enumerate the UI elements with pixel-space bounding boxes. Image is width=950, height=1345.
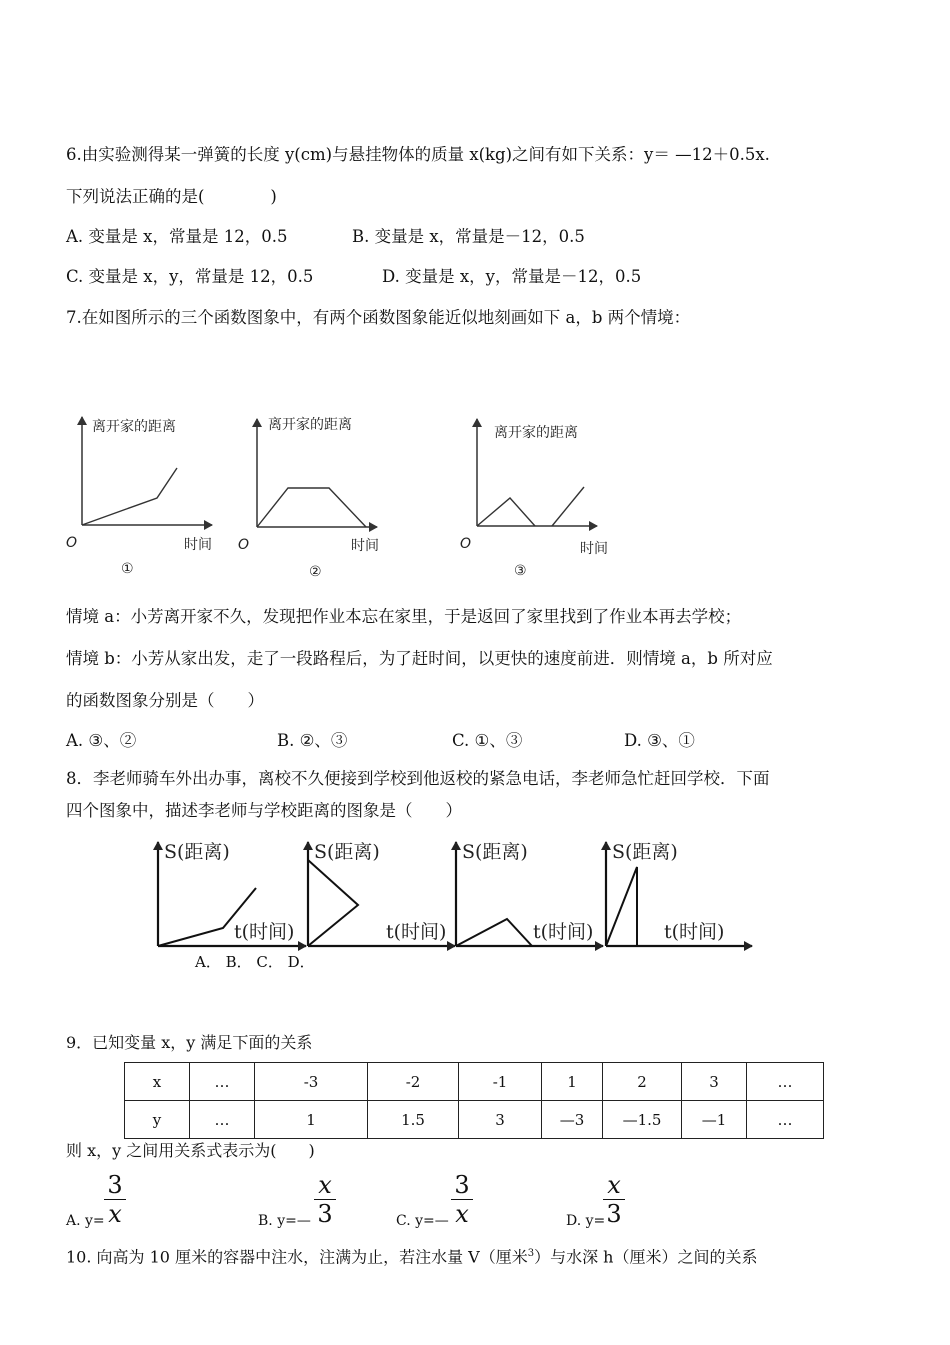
q6-option-b: B. 变量是 x，常量是－12，0.5 [352,227,585,246]
table-cell: —1.5 [603,1101,682,1139]
q9-option-d-fraction [603,1173,625,1226]
q7-graph-3-curve-1 [477,498,535,526]
q7-graph-1-xlabel: 时间 [184,537,212,553]
q7-graph-2-number: ② [309,564,322,580]
q9-option-c-numerator: 3 [454,1171,470,1199]
table-cell: 3 [682,1063,747,1101]
table-cell: -2 [368,1063,459,1101]
q6-option-c: C. 变量是 x，y，常量是 12，0.5 [66,267,314,286]
table-cell: -3 [255,1063,368,1101]
q7-graph-1-origin: O [66,535,78,551]
table-row [125,1063,824,1101]
table-cell: -1 [459,1063,542,1101]
q8-graphs [0,830,950,980]
table-cell: 3 [459,1101,542,1139]
table-cell: 2 [603,1063,682,1101]
q8-graph-b-ylabel: S(距离) [314,841,380,863]
q7-graph-2-curve [257,488,366,527]
q7-graph-1-curve [82,468,177,525]
q7-graph-3 [460,419,608,579]
q7-graph-3-origin: O [460,536,472,552]
q7-option-b: B. ②、③ [277,731,348,750]
q9-option-b-numerator: x [318,1171,332,1199]
table-cell: … [190,1101,255,1139]
q9-option-d-denominator: 3 [606,1200,622,1228]
table-cell: —3 [542,1101,603,1139]
q9-option-b-prefix: B. y=— [258,1213,311,1229]
q7-graph-2-ylabel: 离开家的距离 [268,417,352,433]
q8-graph-c-curve [456,919,532,946]
q9-option-c-fraction [451,1173,473,1226]
q8-graph-b [308,841,455,946]
q7-graph-3-curve-2 [552,487,584,526]
q6-option-a: A. 变量是 x，常量是 12，0.5 [66,227,288,246]
q7-graph-1 [66,417,212,577]
table-cell: 1 [542,1063,603,1101]
q7-option-d: D. ③、① [624,731,695,750]
q8-graph-c-xlabel: t(时间) [533,921,594,943]
q7-scenario-b-line1: 情境 b：小芳从家出发，走了一段路程后，为了赶时间，以更快的速度前进．则情境 a，b 所对应 [66,649,773,668]
q9-option-b-denominator: 3 [317,1200,333,1228]
q8-graph-b-curve [308,860,358,946]
q7-graph-2-origin: O [238,537,250,553]
table-cell: —1 [682,1101,747,1139]
q10-text-part2: ）与水深 h（厘米）之间的关系 [534,1247,758,1267]
q8-graph-c-ylabel: S(距离) [462,841,528,863]
table-cell: 1.5 [368,1101,459,1139]
q8-graph-a [158,841,306,946]
q6-option-d: D. 变量是 x，y，常量是－12，0.5 [382,267,642,286]
q7-option-a: A. ③、② [66,731,137,750]
table-cell: … [747,1101,824,1139]
q9-option-b-fraction [314,1173,336,1226]
q10-stem [66,1243,758,1268]
q7-graphs [0,405,950,605]
q7-graph-3-ylabel: 离开家的距离 [494,425,578,441]
table-cell: x [125,1063,190,1101]
q7-option-c: C. ①、③ [452,731,523,750]
q8-graph-d-curve [606,867,637,946]
q6-stem-line1: 6.由实验测得某一弹簧的长度 y(cm)与悬挂物体的质量 x(kg)之间有如下关系：y＝ —12＋0.5x. [66,145,770,164]
q7-graph-3-xlabel: 时间 [580,541,608,557]
q8-graph-a-ylabel: S(距离) [164,841,230,863]
q9-table [124,1062,824,1139]
table-cell: … [190,1063,255,1101]
q9-option-a-fraction [104,1173,126,1226]
q9-option-d-prefix: D. y= [566,1213,606,1229]
q8-graph-d [606,841,752,946]
q8-graph-c [456,841,603,946]
q8-graph-d-xlabel: t(时间) [664,921,725,943]
q7-graph-2-xlabel: 时间 [351,538,379,554]
table-cell: … [747,1063,824,1101]
q7-graph-1-ylabel: 离开家的距离 [92,419,176,435]
q9-question: 则 x，y 之间用关系式表示为( ) [66,1141,315,1160]
q9-option-c-denominator: x [455,1200,469,1228]
q7-graph-2 [238,417,379,580]
table-cell: 1 [255,1101,368,1139]
q9-option-d-numerator: x [607,1171,621,1199]
q9-option-a-numerator: 3 [107,1171,123,1199]
q8-stem-line1: 8．李老师骑车外出办事，离校不久便接到学校到他返校的紧急电话，李老师急忙赶回学校．下面 [66,769,770,788]
q10-superscript: 3 [527,1248,535,1259]
q8-graph-b-xlabel: t(时间) [386,921,447,943]
q9-stem: 9．已知变量 x，y 满足下面的关系 [66,1033,313,1052]
q7-scenario-a: 情境 a：小芳离开家不久，发现把作业本忘在家里，于是返回了家里找到了作业本再去学校； [66,607,742,626]
q9-option-a-denominator: x [108,1200,122,1228]
q8-choice-labels: A． B． C． D． [195,953,315,971]
q6-stem-line2: 下列说法正确的是( ) [66,187,277,206]
q10-text-part1: 10. 向高为 10 厘米的容器中注水，注满为止，若注水量 V（厘米 [66,1247,528,1267]
q7-graph-3-number: ③ [514,563,527,579]
q7-graph-1-number: ① [121,561,134,577]
q8-graph-d-ylabel: S(距离) [612,841,678,863]
q9-option-c-prefix: C. y=— [396,1213,449,1229]
table-row [125,1101,824,1139]
q7-scenario-b-line2: 的函数图象分别是（ ） [66,691,264,710]
table-cell: y [125,1101,190,1139]
q9-option-a-prefix: A. y= [66,1213,105,1229]
q8-stem-line2: 四个图象中，描述李老师与学校距离的图象是（ ） [66,801,462,820]
q7-stem: 7.在如图所示的三个函数图象中，有两个函数图象能近似地刻画如下 a，b 两个情境： [66,308,691,327]
q8-graph-a-xlabel: t(时间) [234,921,295,943]
